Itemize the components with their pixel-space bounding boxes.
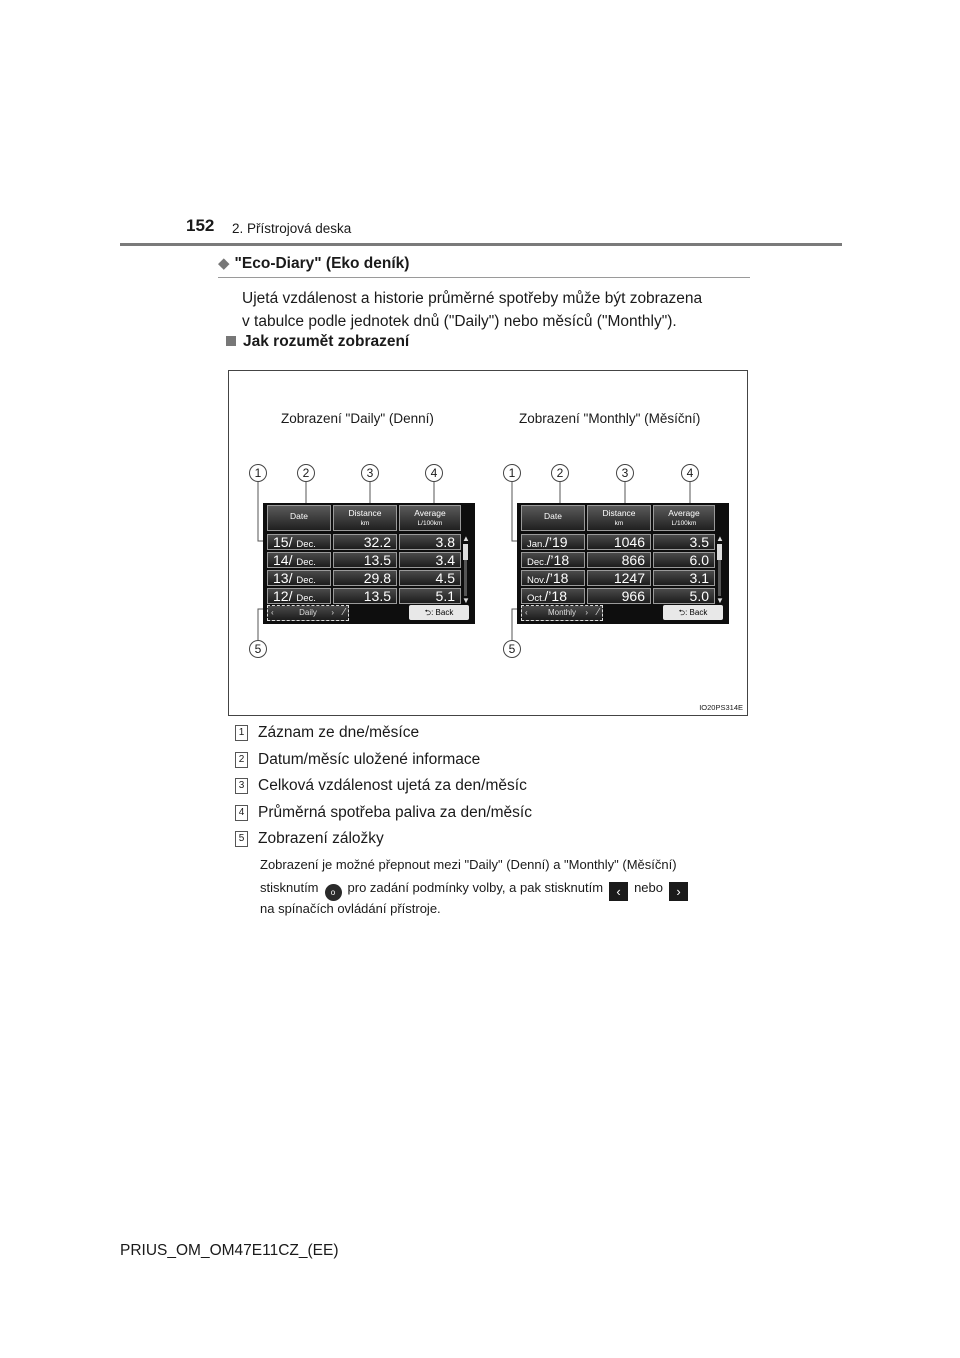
- legend-item: [235, 777, 527, 795]
- monthly-header-average: [653, 505, 715, 531]
- daily-row-1-distance: 32.2: [333, 534, 397, 550]
- daily-tab[interactable]: [267, 605, 349, 621]
- callout-monthly-4: 4: [681, 464, 699, 482]
- monthly-row-1-month: Jan.: [527, 539, 545, 550]
- diamond-bullet-icon: ◆: [218, 255, 230, 272]
- monthly-header-date: Date: [521, 505, 585, 531]
- monthly-header-distance-label: Distance: [602, 508, 636, 518]
- monthly-row-4-year: /’18: [544, 588, 567, 604]
- daily-header-average-unit: L/100km: [417, 520, 443, 527]
- section-title-text: "Eco-Diary" (Eko deník): [234, 255, 410, 272]
- daily-row-4-distance: 13.5: [333, 588, 397, 604]
- monthly-row-3-average: 3.1: [653, 570, 715, 586]
- daily-tab-label: Daily: [299, 608, 317, 617]
- monthly-row-1-date: [521, 534, 585, 550]
- scroll-thumb[interactable]: [463, 544, 468, 560]
- note-line-3: na spínačích ovládání přístroje.: [260, 901, 441, 916]
- daily-row-1-day: 15/: [273, 534, 293, 550]
- callout-daily-3: 3: [361, 464, 379, 482]
- scroll-down-icon[interactable]: ▼: [716, 596, 724, 605]
- daily-row-3-day: 13/: [273, 570, 293, 586]
- section-title: [218, 254, 409, 273]
- monthly-row-3-month: Nov.: [527, 575, 546, 586]
- callout-monthly-5: 5: [503, 640, 521, 658]
- subsection-title-text: Jak rozumět zobrazení: [243, 333, 410, 350]
- scroll-up-icon[interactable]: ▲: [716, 534, 724, 543]
- monthly-row-1-average: 3.5: [653, 534, 715, 550]
- callout-monthly-1: 1: [503, 464, 521, 482]
- daily-back-button[interactable]: [409, 605, 469, 620]
- note-line-2: [260, 880, 694, 901]
- legend-item: [235, 724, 419, 742]
- callout-monthly-3: 3: [616, 464, 634, 482]
- monthly-row-4-month: Oct.: [527, 593, 545, 604]
- daily-header-distance-unit: km: [360, 520, 370, 527]
- legend-text: Záznam ze dne/měsíce: [258, 724, 420, 741]
- daily-row-1-date: [267, 534, 331, 550]
- daily-row-2-day: 14/: [273, 552, 293, 568]
- monthly-row-4-average: 5.0: [653, 588, 715, 604]
- legend-number: 1: [235, 725, 248, 741]
- daily-header-distance-label: Distance: [348, 508, 382, 518]
- daily-row-2-month: Dec.: [296, 557, 316, 568]
- daily-row-3-date: [267, 570, 331, 586]
- monthly-tab[interactable]: [521, 605, 603, 621]
- monthly-scrollbar[interactable]: [716, 535, 723, 605]
- chapter-title: 2. Přístrojová deska: [232, 221, 352, 236]
- monthly-row-1-year: /’19: [544, 534, 568, 550]
- tab-prev-icon: ‹: [271, 608, 274, 617]
- back-arrow-icon: ⮌: [424, 608, 432, 617]
- scroll-thumb[interactable]: [717, 544, 722, 560]
- monthly-row-4-distance: 966: [587, 588, 651, 604]
- daily-row-4-date: [267, 588, 331, 604]
- daily-row-3-average: 4.5: [399, 570, 461, 586]
- daily-screen: [263, 503, 475, 624]
- callout-daily-1: 1: [249, 464, 267, 482]
- monthly-header-average-unit: L/100km: [671, 520, 697, 527]
- monthly-header-distance-unit: km: [614, 520, 624, 527]
- monthly-header-average-label: Average: [668, 508, 700, 518]
- daily-back-label: : Back: [431, 608, 454, 617]
- figure: [228, 370, 748, 716]
- intro-paragraph: [242, 287, 752, 333]
- daily-row-3-month: Dec.: [296, 575, 316, 586]
- daily-scrollbar[interactable]: [462, 535, 469, 605]
- monthly-back-button[interactable]: [663, 605, 723, 620]
- callout-daily-2: 2: [297, 464, 315, 482]
- monthly-row-3-year: /’18: [545, 570, 569, 586]
- chevron-left-icon: ‹: [609, 882, 628, 901]
- legend-item: [235, 804, 532, 822]
- monthly-back-label: : Back: [685, 608, 708, 617]
- back-arrow-icon: ⮌: [678, 608, 686, 617]
- monthly-row-3-distance: 1247: [587, 570, 651, 586]
- daily-row-4-day: 12/: [273, 588, 293, 604]
- legend-text: Datum/měsíc uložené informace: [258, 751, 481, 768]
- monthly-row-2-year: /’18: [546, 552, 570, 568]
- select-button-icon: o: [325, 884, 342, 901]
- page-number: 152: [186, 216, 215, 235]
- daily-header-average: [399, 505, 461, 531]
- scroll-up-icon[interactable]: ▲: [462, 534, 470, 543]
- daily-row-2-distance: 13.5: [333, 552, 397, 568]
- legend-number: 5: [235, 831, 248, 847]
- chevron-right-icon: ›: [669, 882, 688, 901]
- monthly-row-3-date: [521, 570, 585, 586]
- note-text-c: nebo: [634, 880, 663, 895]
- section-rule: [218, 277, 750, 278]
- tab-slash-icon: ⁄: [343, 607, 345, 618]
- manual-id: PRIUS_OM_OM47E11CZ_(EE): [120, 1242, 339, 1259]
- tab-prev-icon: ‹: [525, 608, 528, 617]
- daily-row-1-month: Dec.: [296, 539, 316, 550]
- tab-next-icon: ›: [585, 608, 588, 617]
- daily-header-date: Date: [267, 505, 331, 531]
- callout-monthly-2: 2: [551, 464, 569, 482]
- legend-item: [235, 830, 384, 848]
- note-text-b: pro zadání podmínky volby, a pak stisknutím: [347, 880, 604, 895]
- daily-row-4-average: 5.1: [399, 588, 461, 604]
- note-text-a: stisknutím: [260, 880, 319, 895]
- legend-number: 2: [235, 752, 248, 768]
- monthly-row-4-date: [521, 588, 585, 604]
- legend-number: 3: [235, 778, 248, 794]
- daily-row-2-average: 3.4: [399, 552, 461, 568]
- callout-daily-4: 4: [425, 464, 443, 482]
- daily-row-4-month: Dec.: [296, 593, 316, 604]
- note-line-1: Zobrazení je možné přepnout mezi "Daily" (Denní) a "Monthly" (Měsíční): [260, 857, 677, 872]
- legend-text: Celková vzdálenost ujetá za den/měsíc: [258, 777, 527, 794]
- legend-item: [235, 751, 480, 769]
- monthly-row-1-distance: 1046: [587, 534, 651, 550]
- scroll-down-icon[interactable]: ▼: [462, 596, 470, 605]
- monthly-header-distance: [587, 505, 651, 531]
- legend-text: Zobrazení záložky: [258, 830, 384, 847]
- legend-number: 4: [235, 805, 248, 821]
- tab-slash-icon: ⁄: [597, 607, 599, 618]
- daily-header-average-label: Average: [414, 508, 446, 518]
- daily-row-1-average: 3.8: [399, 534, 461, 550]
- subsection-title: [226, 333, 409, 351]
- figure-code: IO20PS314E: [699, 703, 743, 712]
- monthly-tab-label: Monthly: [547, 608, 576, 617]
- header-rule: [120, 243, 842, 246]
- intro-line-1: Ujetá vzdálenost a historie průměrné spotřeby může být zobrazena: [242, 290, 703, 307]
- monthly-row-2-month: Dec.: [527, 557, 547, 568]
- intro-line-2: v tabulce podle jednotek dnů ("Daily") nebo měsíců ("Monthly").: [242, 313, 677, 330]
- daily-row-3-distance: 29.8: [333, 570, 397, 586]
- legend-text: Průměrná spotřeba paliva za den/měsíc: [258, 804, 532, 821]
- callout-daily-5: 5: [249, 640, 267, 658]
- monthly-row-2-distance: 866: [587, 552, 651, 568]
- monthly-caption: Zobrazení "Monthly" (Měsíční): [519, 411, 701, 426]
- daily-caption: Zobrazení "Daily" (Denní): [281, 411, 434, 426]
- daily-row-2-date: [267, 552, 331, 568]
- monthly-row-2-average: 6.0: [653, 552, 715, 568]
- tab-next-icon: ›: [331, 608, 334, 617]
- square-bullet-icon: [226, 336, 236, 346]
- monthly-row-2-date: [521, 552, 585, 568]
- daily-header-distance: [333, 505, 397, 531]
- monthly-screen: [517, 503, 729, 624]
